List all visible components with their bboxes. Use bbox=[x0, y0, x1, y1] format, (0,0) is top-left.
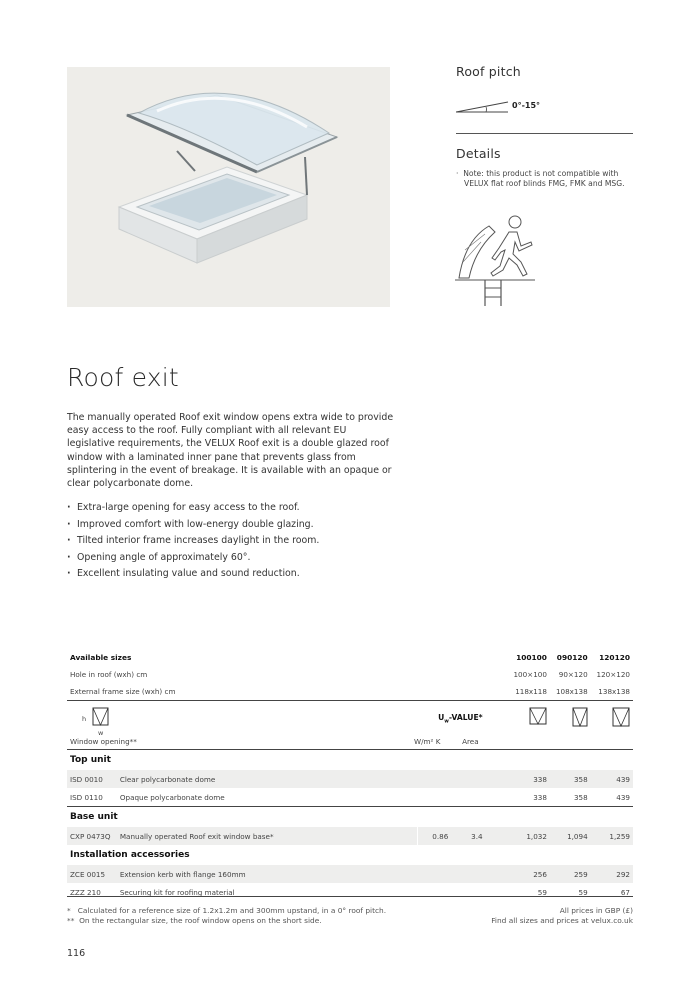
hole-value: 90×120 bbox=[558, 670, 588, 679]
size-code: 120120 bbox=[599, 653, 630, 662]
hole-label: Hole in roof (wxh) cm bbox=[70, 670, 148, 679]
footnote-2: ** On the rectangular size, the roof window opens on the short side. bbox=[67, 916, 322, 925]
roof-exit-window-image bbox=[67, 67, 390, 307]
table-row bbox=[67, 827, 633, 845]
hole-row bbox=[67, 666, 633, 683]
roof-pitch-value: 0°-15° bbox=[512, 101, 541, 110]
frame-value: 108x138 bbox=[555, 687, 588, 696]
feature-item: · Excellent insulating value and sound reduction. bbox=[67, 567, 319, 584]
roof-pitch-angle-icon bbox=[456, 100, 516, 114]
feature-item: · Opening angle of approximately 60°. bbox=[67, 551, 319, 568]
window-opening-icon bbox=[612, 707, 630, 727]
u-value bbox=[417, 883, 451, 901]
details-note-line2: VELUX flat roof blinds FMG, FMK and MSG. bbox=[464, 179, 625, 188]
u-value bbox=[417, 865, 451, 883]
product-code: ISD 0110 bbox=[70, 792, 103, 802]
price: 439 bbox=[591, 770, 633, 788]
area-value bbox=[451, 865, 485, 883]
intro-paragraph: The manually operated Roof exit window opens extra wide to provide easy access to the roof. Fully compliant with all relevant EU legislative requirements, the VELUX Roof exit is a double glazed roof window with a laminated inner pane that prevents glass from splintering in the event of breakage. It is available with an opaque or clear polycarbonate dome. bbox=[67, 412, 394, 490]
price: 256 bbox=[486, 865, 550, 883]
section-header bbox=[67, 807, 633, 828]
price: 1,259 bbox=[591, 827, 633, 845]
area-value: 3.4 bbox=[451, 827, 485, 845]
price: 59 bbox=[537, 887, 547, 897]
wm2k-label: W/m² K bbox=[414, 737, 441, 746]
area-value bbox=[451, 883, 485, 901]
price: 358 bbox=[550, 770, 591, 788]
price: 67 bbox=[620, 887, 630, 897]
price: 259 bbox=[550, 865, 591, 883]
table-row bbox=[67, 883, 633, 901]
table-row bbox=[67, 770, 633, 788]
product-code: CXP 0473Q bbox=[67, 827, 117, 845]
window-opening-icon bbox=[92, 707, 110, 727]
area-value bbox=[451, 788, 485, 807]
table-row bbox=[67, 788, 633, 807]
price-table bbox=[67, 649, 633, 901]
product-desc: Manually operated Roof exit window base* bbox=[117, 827, 417, 845]
section-header bbox=[67, 750, 633, 771]
feature-item: · Extra-large opening for easy access to the roof. bbox=[67, 501, 319, 518]
roof-pitch-title: Roof pitch bbox=[456, 64, 521, 79]
details-title: Details bbox=[456, 146, 501, 161]
size-code: 090120 bbox=[556, 653, 588, 662]
u-value: 0.86 bbox=[417, 827, 451, 845]
price: 338 bbox=[486, 770, 550, 788]
u-value-letter: U bbox=[438, 713, 445, 722]
frame-value: 118x118 bbox=[515, 687, 547, 696]
frame-label: External frame size (wxh) cm bbox=[70, 687, 176, 696]
product-desc: Clear polycarbonate dome bbox=[117, 770, 417, 788]
product-desc: Opaque polycarbonate dome bbox=[119, 792, 225, 802]
diagram-h-label: h bbox=[82, 715, 87, 723]
footnote-1: * Calculated for a reference size of 1.2x1.2m and 300mm upstand, in a 0° roof pitch. bbox=[67, 906, 387, 915]
window-opening-icon bbox=[529, 707, 547, 725]
table-row bbox=[67, 865, 633, 883]
area-label: Area bbox=[462, 737, 479, 746]
section-title: Installation accessories bbox=[70, 850, 190, 860]
sizes-header-row bbox=[67, 649, 633, 666]
u-value-heading bbox=[438, 713, 483, 725]
section-title: Base unit bbox=[67, 807, 633, 828]
section-title: Top unit bbox=[67, 750, 633, 771]
price: 1,094 bbox=[550, 827, 591, 845]
prices-note: All prices in GBP (£) bbox=[559, 906, 633, 915]
u-value-sub: w bbox=[444, 718, 449, 725]
diagram-w-label: w bbox=[98, 729, 104, 737]
price: 439 bbox=[616, 792, 630, 802]
details-note: · Note: this product is not compatible with VELUX flat roof blinds FMG, FMK and MSG. bbox=[456, 169, 625, 188]
u-value-suffix: -VALUE* bbox=[448, 713, 483, 722]
u-value bbox=[417, 770, 451, 788]
price: 1,032 bbox=[486, 827, 550, 845]
find-note: Find all sizes and prices at velux.co.uk bbox=[491, 916, 633, 925]
table-bottom-rule bbox=[67, 896, 633, 897]
price: 338 bbox=[533, 792, 547, 802]
feature-list bbox=[67, 501, 319, 584]
u-value bbox=[417, 788, 451, 807]
area-value bbox=[451, 770, 485, 788]
product-photo bbox=[67, 67, 390, 307]
window-opening-icon bbox=[572, 707, 588, 727]
price: 292 bbox=[591, 865, 633, 883]
product-desc: Securing kit for roofing material bbox=[119, 887, 235, 897]
section-header bbox=[67, 845, 633, 865]
hole-value: 100×100 bbox=[513, 670, 547, 679]
divider bbox=[456, 133, 633, 134]
product-desc: Extension kerb with flange 160mm bbox=[117, 865, 417, 883]
price: 358 bbox=[573, 792, 588, 802]
frame-value: 138x138 bbox=[598, 687, 630, 696]
size-code: 100100 bbox=[516, 653, 547, 662]
product-code: ZCE 0015 bbox=[67, 865, 117, 883]
window-opening-label: Window opening** bbox=[70, 737, 137, 746]
roof-exit-person-icon bbox=[455, 210, 545, 310]
details-note-line1: Note: this product is not compatible with bbox=[463, 169, 619, 178]
product-code: ZZZ 210 bbox=[70, 887, 101, 897]
frame-row bbox=[67, 683, 633, 701]
feature-item: · Tilted interior frame increases daylight in the room. bbox=[67, 534, 319, 551]
opening-row bbox=[67, 701, 633, 750]
available-sizes-label: Available sizes bbox=[70, 653, 132, 662]
page-number: 116 bbox=[67, 948, 86, 959]
hole-value: 120×120 bbox=[596, 670, 630, 679]
price: 59 bbox=[578, 887, 588, 897]
page-title: Roof exit bbox=[67, 363, 179, 392]
feature-item: · Improved comfort with low-energy double glazing. bbox=[67, 518, 319, 535]
product-code: ISD 0010 bbox=[67, 770, 117, 788]
